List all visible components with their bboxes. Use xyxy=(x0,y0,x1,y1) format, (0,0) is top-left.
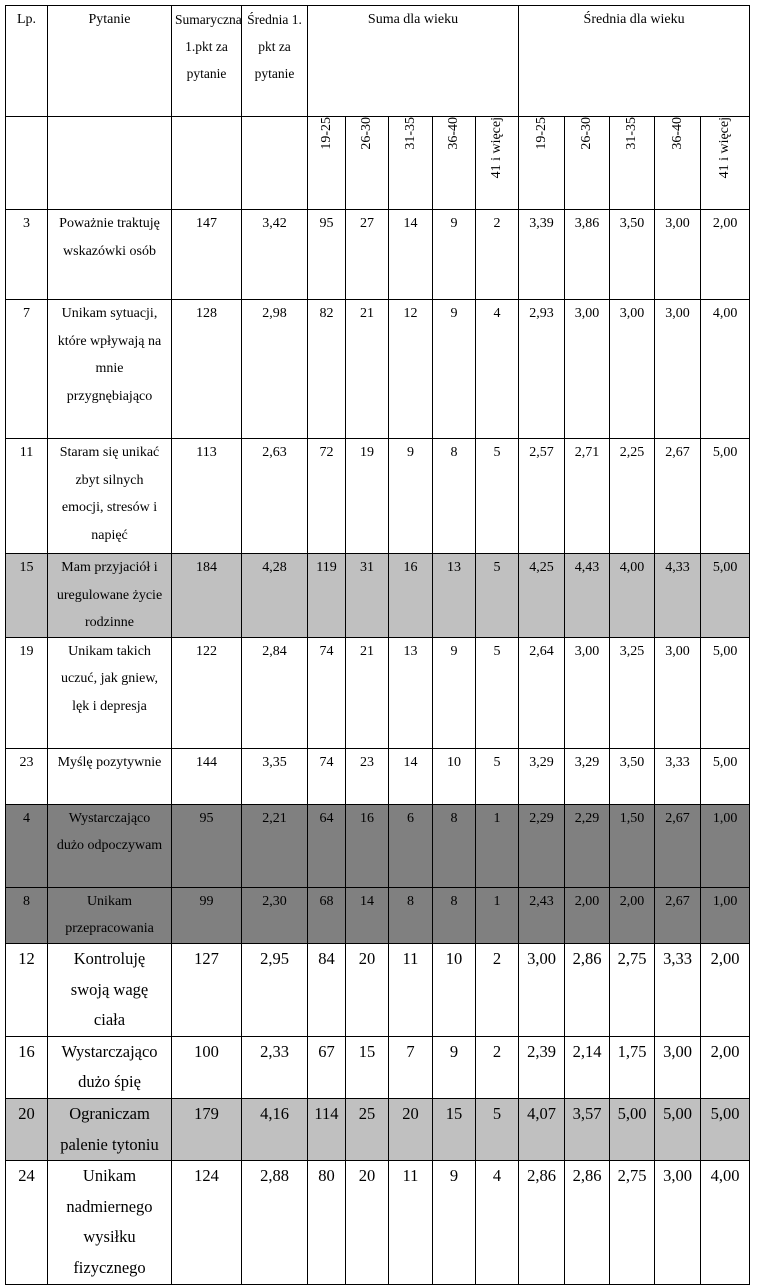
sum-age-cell: 14 xyxy=(389,748,433,804)
sum-age-cell: 16 xyxy=(346,804,389,887)
avg-age-cell: 2,93 xyxy=(519,300,565,439)
sum-total-cell: 144 xyxy=(172,748,242,804)
age-group-label: 26-30 xyxy=(579,117,595,150)
avg-age-cell: 3,57 xyxy=(565,1098,610,1160)
avg-age-cell: 2,00 xyxy=(701,1036,750,1098)
sum-age-cell: 9 xyxy=(389,439,433,554)
sum-age-cell: 9 xyxy=(433,210,476,300)
avg-age-cell: 5,00 xyxy=(701,748,750,804)
avg-age-cell: 2,00 xyxy=(610,887,655,943)
table-row xyxy=(6,804,750,887)
question-cell: Wystarczająco dużo śpię xyxy=(48,1036,172,1098)
sum-age-cell: 4 xyxy=(476,300,519,439)
avg-age-group-header xyxy=(655,117,701,210)
avg-age-cell: 3,00 xyxy=(610,300,655,439)
lp-cell: 7 xyxy=(6,300,48,439)
avg-total-cell: 2,33 xyxy=(242,1036,308,1098)
sum-age-cell: 13 xyxy=(389,637,433,748)
avg-age-cell: 2,39 xyxy=(519,1036,565,1098)
sum-age-cell: 6 xyxy=(389,804,433,887)
avg-age-cell: 5,00 xyxy=(655,1098,701,1160)
sum-age-cell: 31 xyxy=(346,554,389,638)
avg-age-cell: 3,29 xyxy=(519,748,565,804)
table-row xyxy=(6,554,750,638)
table-row xyxy=(6,439,750,554)
avg-age-group-header xyxy=(610,117,655,210)
avg-age-cell: 1,00 xyxy=(701,887,750,943)
avg-age-cell: 2,00 xyxy=(565,887,610,943)
lp-cell: 8 xyxy=(6,887,48,943)
table-row xyxy=(6,943,750,1036)
avg-age-cell: 2,25 xyxy=(610,439,655,554)
sum-age-cell: 25 xyxy=(346,1098,389,1160)
sum-age-cell: 14 xyxy=(389,210,433,300)
age-group-label: 31-35 xyxy=(624,117,640,150)
avg-total-cell: 2,84 xyxy=(242,637,308,748)
avg-total-cell: 2,63 xyxy=(242,439,308,554)
sum-age-cell: 20 xyxy=(389,1098,433,1160)
avg-by-age-header: Średnia dla wieku xyxy=(519,6,750,117)
avg-age-cell: 2,75 xyxy=(610,943,655,1036)
avg-age-cell: 4,43 xyxy=(565,554,610,638)
sum-age-cell: 74 xyxy=(308,748,346,804)
lp-cell: 4 xyxy=(6,804,48,887)
question-cell: Poważnie traktuję wskazówki osób xyxy=(48,210,172,300)
avg-age-cell: 2,29 xyxy=(565,804,610,887)
sum-age-cell: 8 xyxy=(433,439,476,554)
sum-age-cell: 10 xyxy=(433,943,476,1036)
table-row xyxy=(6,300,750,439)
table-row xyxy=(6,1036,750,1098)
lp-cell: 19 xyxy=(6,637,48,748)
avg-age-cell: 3,29 xyxy=(565,748,610,804)
avg-age-cell: 3,50 xyxy=(610,748,655,804)
avg-total-cell: 4,16 xyxy=(242,1098,308,1160)
avg-age-group-header xyxy=(519,117,565,210)
avg-age-cell: 5,00 xyxy=(701,439,750,554)
sum-age-cell: 16 xyxy=(389,554,433,638)
table-body xyxy=(6,210,750,1285)
sum-by-age-header: Suma dla wieku xyxy=(308,6,519,117)
avg-total-header: Średnia 1. pkt za pytanie xyxy=(242,6,308,117)
sum-age-cell: 14 xyxy=(346,887,389,943)
sum-age-cell: 5 xyxy=(476,748,519,804)
sum-age-group-header xyxy=(308,117,346,210)
lp-header: Lp. xyxy=(6,6,48,117)
sum-age-cell: 5 xyxy=(476,439,519,554)
age-group-label: 36-40 xyxy=(446,117,461,150)
sum-age-cell: 13 xyxy=(433,554,476,638)
sum-age-cell: 20 xyxy=(346,1161,389,1284)
avg-age-cell: 4,00 xyxy=(701,300,750,439)
avg-age-cell: 2,86 xyxy=(565,1161,610,1284)
sum-total-cell: 113 xyxy=(172,439,242,554)
avg-age-cell: 2,43 xyxy=(519,887,565,943)
avg-age-cell: 5,00 xyxy=(701,554,750,638)
sum-age-cell: 9 xyxy=(433,637,476,748)
sum-total-cell: 100 xyxy=(172,1036,242,1098)
sum-age-cell: 119 xyxy=(308,554,346,638)
sum-age-cell: 4 xyxy=(476,1161,519,1284)
avg-age-cell: 2,57 xyxy=(519,439,565,554)
lp-cell: 3 xyxy=(6,210,48,300)
age-group-label: 36-40 xyxy=(669,117,685,150)
avg-age-cell: 3,33 xyxy=(655,943,701,1036)
avg-total-cell: 2,21 xyxy=(242,804,308,887)
empty-cell xyxy=(242,117,308,210)
avg-age-cell: 3,00 xyxy=(565,637,610,748)
avg-age-cell: 5,00 xyxy=(701,1098,750,1160)
sum-age-cell: 72 xyxy=(308,439,346,554)
lp-cell: 11 xyxy=(6,439,48,554)
avg-age-cell: 2,00 xyxy=(701,943,750,1036)
avg-age-cell: 4,00 xyxy=(610,554,655,638)
avg-total-cell: 2,88 xyxy=(242,1161,308,1284)
avg-total-cell: 3,42 xyxy=(242,210,308,300)
sum-age-cell: 1 xyxy=(476,887,519,943)
sum-age-cell: 7 xyxy=(389,1036,433,1098)
sum-total-cell: 124 xyxy=(172,1161,242,1284)
sum-age-cell: 84 xyxy=(308,943,346,1036)
sum-total-cell: 179 xyxy=(172,1098,242,1160)
sum-age-cell: 9 xyxy=(433,1161,476,1284)
sum-age-cell: 15 xyxy=(433,1098,476,1160)
sum-age-group-header xyxy=(476,117,519,210)
question-cell: Unikam nadmiernego wysiłku fizycznego xyxy=(48,1161,172,1284)
sum-age-group-header xyxy=(346,117,389,210)
sum-age-cell: 8 xyxy=(389,887,433,943)
lp-cell: 24 xyxy=(6,1161,48,1284)
sum-age-cell: 23 xyxy=(346,748,389,804)
avg-age-cell: 3,33 xyxy=(655,748,701,804)
avg-age-cell: 3,00 xyxy=(565,300,610,439)
avg-age-cell: 2,00 xyxy=(701,210,750,300)
sum-age-cell: 2 xyxy=(476,943,519,1036)
question-cell: Myślę pozytywnie xyxy=(48,748,172,804)
sum-age-cell: 11 xyxy=(389,1161,433,1284)
sum-age-cell: 74 xyxy=(308,637,346,748)
sum-age-cell: 2 xyxy=(476,210,519,300)
avg-total-cell: 3,35 xyxy=(242,748,308,804)
avg-total-cell: 2,95 xyxy=(242,943,308,1036)
sum-age-cell: 21 xyxy=(346,300,389,439)
avg-age-cell: 2,29 xyxy=(519,804,565,887)
sum-total-cell: 127 xyxy=(172,943,242,1036)
avg-age-cell: 3,86 xyxy=(565,210,610,300)
sum-total-cell: 128 xyxy=(172,300,242,439)
avg-age-cell: 4,00 xyxy=(701,1161,750,1284)
sum-age-cell: 5 xyxy=(476,554,519,638)
sum-age-cell: 20 xyxy=(346,943,389,1036)
avg-age-group-header xyxy=(565,117,610,210)
sum-age-cell: 12 xyxy=(389,300,433,439)
avg-age-cell: 2,67 xyxy=(655,439,701,554)
age-group-label: 31-35 xyxy=(402,117,418,150)
question-cell: Unikam przepracowania xyxy=(48,887,172,943)
sum-total-cell: 95 xyxy=(172,804,242,887)
question-cell: Unikam sytuacji, które wpływają na mnie przygnębiająco xyxy=(48,300,172,439)
avg-age-cell: 2,67 xyxy=(655,887,701,943)
table-row xyxy=(6,1098,750,1160)
table-row xyxy=(6,210,750,300)
header-row xyxy=(6,6,750,117)
question-cell: Ograniczam palenie tytoniu xyxy=(48,1098,172,1160)
sum-age-group-header xyxy=(433,117,476,210)
avg-age-cell: 3,00 xyxy=(655,1161,701,1284)
avg-age-cell: 3,50 xyxy=(610,210,655,300)
sum-age-cell: 82 xyxy=(308,300,346,439)
avg-age-group-header xyxy=(701,117,750,210)
avg-age-cell: 2,14 xyxy=(565,1036,610,1098)
sum-age-cell: 68 xyxy=(308,887,346,943)
avg-age-cell: 1,50 xyxy=(610,804,655,887)
sum-age-cell: 21 xyxy=(346,637,389,748)
avg-total-cell: 2,98 xyxy=(242,300,308,439)
sum-total-cell: 184 xyxy=(172,554,242,638)
lp-cell: 12 xyxy=(6,943,48,1036)
avg-age-cell: 3,00 xyxy=(655,300,701,439)
sum-age-cell: 8 xyxy=(433,804,476,887)
age-group-label: 19-25 xyxy=(318,117,334,150)
lp-cell: 23 xyxy=(6,748,48,804)
empty-cell xyxy=(6,117,48,210)
avg-age-cell: 4,33 xyxy=(655,554,701,638)
avg-age-cell: 1,00 xyxy=(701,804,750,887)
table-row xyxy=(6,748,750,804)
avg-age-cell: 2,75 xyxy=(610,1161,655,1284)
question-header: Pytanie xyxy=(48,6,172,117)
question-cell: Kontroluję swoją wagę ciała xyxy=(48,943,172,1036)
sum-age-cell: 11 xyxy=(389,943,433,1036)
avg-age-cell: 3,00 xyxy=(655,1036,701,1098)
sum-age-cell: 1 xyxy=(476,804,519,887)
sum-age-cell: 9 xyxy=(433,1036,476,1098)
empty-cell xyxy=(48,117,172,210)
avg-age-cell: 3,00 xyxy=(655,637,701,748)
sum-age-cell: 64 xyxy=(308,804,346,887)
table-row xyxy=(6,887,750,943)
sum-age-cell: 15 xyxy=(346,1036,389,1098)
avg-age-cell: 3,25 xyxy=(610,637,655,748)
sum-age-cell: 9 xyxy=(433,300,476,439)
sum-age-cell: 27 xyxy=(346,210,389,300)
avg-age-cell: 4,07 xyxy=(519,1098,565,1160)
sum-total-cell: 147 xyxy=(172,210,242,300)
avg-total-cell: 2,30 xyxy=(242,887,308,943)
lp-cell: 16 xyxy=(6,1036,48,1098)
sum-age-cell: 19 xyxy=(346,439,389,554)
table-row xyxy=(6,1161,750,1284)
avg-age-cell: 2,86 xyxy=(565,943,610,1036)
sum-age-cell: 8 xyxy=(433,887,476,943)
age-group-label: 41 i więcej xyxy=(717,117,733,179)
sum-age-cell: 114 xyxy=(308,1098,346,1160)
lp-cell: 20 xyxy=(6,1098,48,1160)
sum-age-cell: 67 xyxy=(308,1036,346,1098)
age-group-row xyxy=(6,117,750,210)
sum-age-cell: 5 xyxy=(476,637,519,748)
sum-age-cell: 80 xyxy=(308,1161,346,1284)
sum-total-cell: 99 xyxy=(172,887,242,943)
avg-age-cell: 3,39 xyxy=(519,210,565,300)
sum-total-header: Sumaryczna 1.pkt za pytanie xyxy=(172,6,242,117)
lp-cell: 15 xyxy=(6,554,48,638)
age-group-label: 41 i więcej xyxy=(489,117,505,179)
question-cell: Mam przyjaciół i uregulowane życie rodzinne xyxy=(48,554,172,638)
question-cell: Staram się unikać zbyt silnych emocji, stresów i napięć xyxy=(48,439,172,554)
avg-age-cell: 5,00 xyxy=(610,1098,655,1160)
avg-age-cell: 3,00 xyxy=(655,210,701,300)
avg-age-cell: 2,67 xyxy=(655,804,701,887)
empty-cell xyxy=(172,117,242,210)
avg-age-cell: 3,00 xyxy=(519,943,565,1036)
age-group-label: 26-30 xyxy=(359,117,374,150)
avg-total-cell: 4,28 xyxy=(242,554,308,638)
sum-age-group-header xyxy=(389,117,433,210)
table-row xyxy=(6,637,750,748)
avg-age-cell: 2,86 xyxy=(519,1161,565,1284)
age-group-label: 19-25 xyxy=(533,117,549,150)
sum-age-cell: 10 xyxy=(433,748,476,804)
avg-age-cell: 2,71 xyxy=(565,439,610,554)
survey-results-table xyxy=(5,5,750,1285)
question-cell: Unikam takich uczuć, jak gniew, lęk i depresja xyxy=(48,637,172,748)
question-cell: Wystarczająco dużo odpoczywam xyxy=(48,804,172,887)
sum-total-cell: 122 xyxy=(172,637,242,748)
avg-age-cell: 4,25 xyxy=(519,554,565,638)
sum-age-cell: 2 xyxy=(476,1036,519,1098)
avg-age-cell: 5,00 xyxy=(701,637,750,748)
sum-age-cell: 5 xyxy=(476,1098,519,1160)
sum-age-cell: 95 xyxy=(308,210,346,300)
avg-age-cell: 1,75 xyxy=(610,1036,655,1098)
avg-age-cell: 2,64 xyxy=(519,637,565,748)
